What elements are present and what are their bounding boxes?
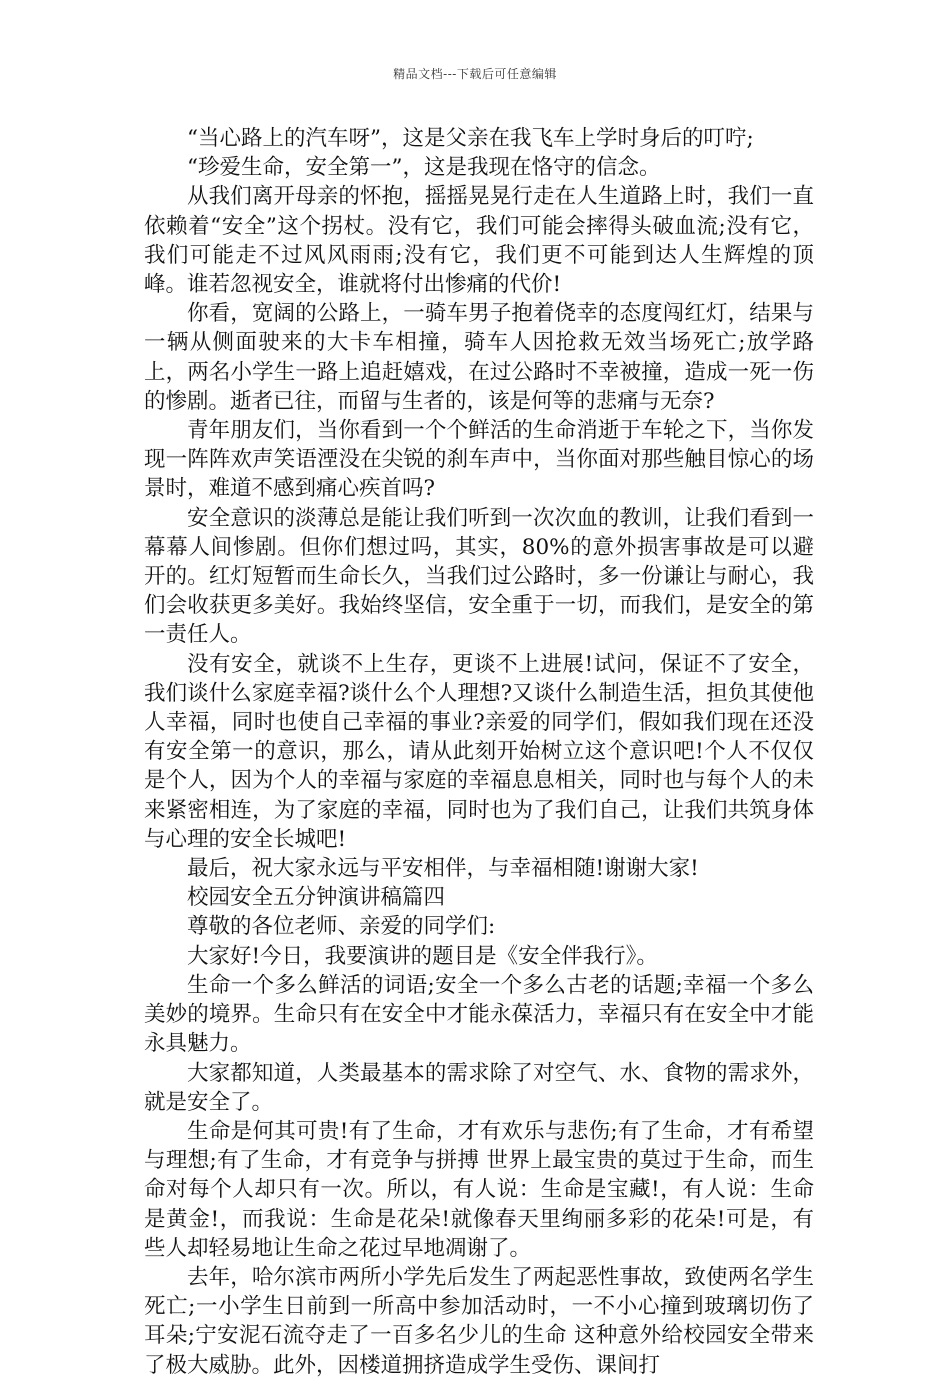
paragraph: 生命一个多么鲜活的词语;安全一个多么古老的话题;幸福一个多么美妙的境界。生命只有在安全中才能永葆活力，幸福只有在安全中才能永具魅力。 <box>144 972 814 1057</box>
document-body <box>144 124 814 1380</box>
paragraph: 没有安全，就谈不上生存，更谈不上进展!试问，保证不了安全，我们谈什么家庭幸福?谈什么个人理想?又谈什么制造生活，担负其使他人幸福，同时也使自己幸福的事业?亲爱的同学们，假如我们现在还没有安全第一的意识，那么，请从此刻开始树立这个意识吧!个人不仅仅是个人，因为个人的幸福与家庭的幸福息息相关，同时也与每个人的未来紧密相连，为了家庭的幸福，同时也为了我们自己，让我们共筑身体与心理的安全长城吧! <box>144 651 814 852</box>
paragraph: 生命是何其可贵!有了生命，才有欢乐与悲伤;有了生命，才有希望与理想;有了生命，才有竞争与拼搏 世界上最宝贵的莫过于生命，而生命对每个人却只有一次。所以，有人说：生命是宝藏!，有人说：生命是黄金!，而我说：生命是花朵!就像春天里绚丽多彩的花朵!可是，有些人却轻易地让生命之花过早地凋谢了。 <box>144 1118 814 1261</box>
paragraph: 大家都知道，人类最基本的需求除了对空气、水、食物的需求外，就是安全了。 <box>144 1060 814 1115</box>
salutation: 尊敬的各位老师、亲爱的同学们: <box>187 914 496 940</box>
closing-line: 最后，祝大家永远与平安相伴，与幸福相随!谢谢大家! <box>187 856 699 882</box>
paragraph: 从我们离开母亲的怀抱，摇摇晃晃行走在人生道路上时，我们一直依赖着“安全”这个拐杖。没有它，我们可能会摔得头破血流;没有它，我们可能走不过风风雨雨;没有它，我们更不可能到达人生辉煌的顶峰。谁若忽视安全，谁就将付出惨痛的代价! <box>144 184 814 298</box>
greeting: 大家好!今日，我要演讲的题目是《安全伴我行》。 <box>187 943 658 969</box>
paragraph: 安全意识的淡薄总是能让我们听到一次次血的教训，让我们看到一幕幕人间惨剧。但你们想过吗，其实，80%的意外损害事故是可以避开的。红灯短暂而生命长久，当我们过公路时，多一份谦让与耐心，我们会收获更多美好。我始终坚信，安全重于一切，而我们，是安全的第一责任人。 <box>144 505 814 648</box>
paragraph: 青年朋友们，当你看到一个个鲜活的生命消逝于车轮之下，当你发现一阵阵欢声笑语湮没在尖锐的刹车声中，当你面对那些触目惊心的场景时，难道不感到痛心疾首吗? <box>144 418 814 502</box>
paragraph: “当心路上的汽车呀”，这是父亲在我飞车上学时身后的叮咛; <box>187 126 754 151</box>
paragraph: “珍爱生命，安全第一”，这是我现在恪守的信念。 <box>187 155 661 181</box>
paragraph: 去年，哈尔滨市两所小学先后发生了两起恶性事故，致使两名学生死亡;一小学生日前到一所高中参加活动时，一不小心撞到玻璃切伤了耳朵;宁安泥石流夺走了一百多名少儿的生命 这种意外给校园安全带来了极大威胁。此外，因楼道拥挤造成学生受伤、课间打 <box>144 1264 814 1378</box>
section-title: 校园安全五分钟演讲稿篇四 <box>187 885 446 911</box>
paragraph: 你看，宽阔的公路上，一骑车男子抱着侥幸的态度闯红灯，结果与一辆从侧面驶来的大卡车相撞，骑车人因抢救无效当场死亡;放学路上，两名小学生一路上追赶嬉戏，在过公路时不幸被撞，造成一死一伤的惨剧。逝者已往，而留与生者的，该是何等的悲痛与无奈? <box>144 301 814 414</box>
page-header: 精品文档---下载后可任意编辑 <box>393 67 557 81</box>
